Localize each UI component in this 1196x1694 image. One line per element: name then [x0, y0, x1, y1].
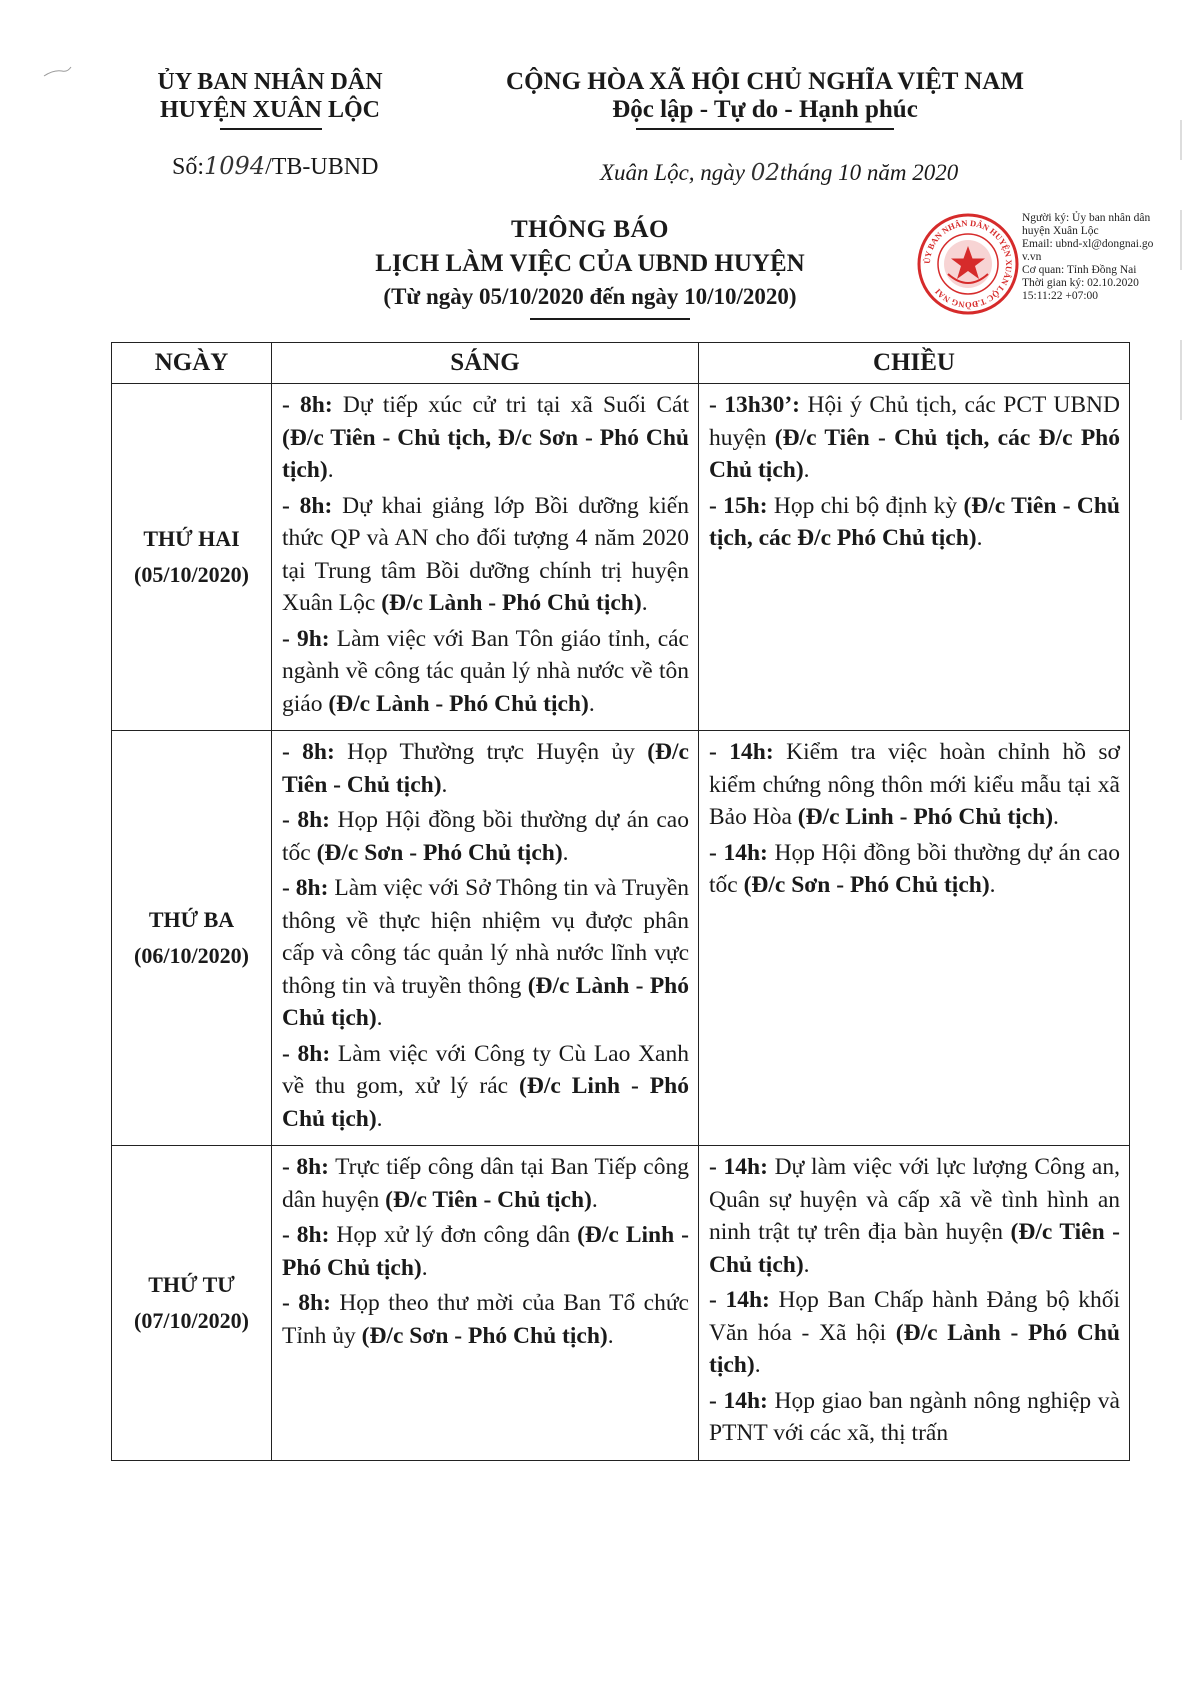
entry-end: .: [976, 525, 983, 551]
signature-time: Thời gian ký: 02.10.2020 15:11:22 +07:00: [1022, 277, 1139, 302]
header-morning: SÁNG: [272, 343, 699, 384]
date-prefix: Xuân Lộc, ngày: [600, 160, 751, 185]
entry-attendees: (Đ/c Linh - Phó Chủ tịch): [282, 1073, 689, 1132]
schedule-entry: [282, 1038, 689, 1136]
afternoon-cell: [699, 1146, 1130, 1461]
entry-time: - 8h:: [282, 875, 329, 901]
entry-text: Dự làm việc với lực lượng Công an, Quân sự huyện và cấp xã về tình hình an ninh trật tự trên địa bàn huyện: [709, 1154, 1120, 1245]
schedule-entry: [282, 1151, 689, 1216]
entry-attendees: (Đ/c Sơn - Phó Chủ tịch): [361, 1322, 608, 1349]
document-number: [172, 152, 378, 181]
motto-underline: [636, 128, 894, 130]
morning-cell: [272, 384, 699, 731]
entry-end: .: [588, 690, 595, 717]
entry-time: - 14h:: [709, 739, 774, 765]
entry-attendees: (Đ/c Tiên - Chủ tịch, Đ/c Sơn - Phó Chủ tịch): [282, 424, 689, 483]
entry-attendees: (Đ/c Linh - Phó Chủ tịch): [282, 1222, 689, 1281]
schedule-entry: [282, 490, 689, 620]
day-cell: [112, 384, 272, 731]
org-name-line1: ỦY BAN NHÂN DÂN: [157, 69, 383, 95]
entry-end: .: [376, 1005, 383, 1031]
day-date: (07/10/2020): [134, 1307, 249, 1333]
schedule-entry: [282, 1287, 689, 1352]
doc-number-handwritten: 1094: [204, 152, 266, 180]
entry-text: Làm việc với Ban Tôn giáo tỉnh, các ngành về công tác quản lý nhà nước về tôn giáo: [282, 625, 689, 717]
date-suffix: tháng 10 năm 2020: [780, 160, 959, 185]
entry-end: .: [441, 771, 448, 798]
nation-name: CỘNG HÒA XÃ HỘI CHỦ NGHĨA VIỆT NAM: [506, 68, 1024, 95]
official-seal-icon: [916, 212, 1020, 316]
day-name: THỨ TƯ: [148, 1271, 235, 1297]
entry-attendees: (Đ/c Sơn - Phó Chủ tịch): [743, 872, 990, 898]
schedule-entry: [709, 1284, 1120, 1382]
day-cell: [112, 731, 272, 1146]
entry-attendees: (Đ/c Tiên - Chủ tịch, các Đ/c Phó Chủ tịch): [709, 492, 1120, 551]
entry-text: Họp Thường trực Huyện ủy: [334, 739, 648, 765]
issue-date-line: [600, 160, 958, 186]
entry-time: - 8h:: [282, 1154, 329, 1180]
notice-date-range: (Từ ngày 05/10/2020 đến ngày 10/10/2020): [383, 284, 797, 309]
schedule-entry: [709, 389, 1120, 487]
pen-scribble-mark: [42, 62, 72, 82]
notice-subtitle: LỊCH LÀM VIỆC CỦA UBND HUYỆN: [375, 250, 805, 277]
entry-end: .: [641, 590, 648, 616]
entry-text: Họp Hội đồng bồi thường dự án cao tốc: [709, 839, 1120, 898]
entry-time: - 8h:: [282, 492, 333, 519]
entry-attendees: (Đ/c Lành - Phó Chủ tịch): [381, 590, 642, 616]
national-motto: Độc lập - Tự do - Hạnh phúc: [612, 96, 918, 123]
entry-text: Họp xử lý đơn công dân: [329, 1222, 578, 1248]
org-name-line2: HUYỆN XUÂN LỘC: [159, 97, 380, 123]
afternoon-cell: [699, 731, 1130, 1146]
morning-cell: [272, 731, 699, 1146]
schedule-entry: [282, 804, 689, 869]
schedule-entry: [282, 389, 689, 487]
entry-time: - 8h:: [282, 392, 333, 418]
entry-text: Dự khai giảng lớp Bồi dưỡng kiến thức QP và AN cho đối tượng 4 năm 2020 tại Trung tâm Bồi dưỡng chính trị huyện Xuân Lộc: [282, 492, 689, 616]
entry-end: .: [803, 457, 810, 483]
entry-text: Họp Hội đồng bồi thường dự án cao tốc: [282, 807, 689, 866]
entry-attendees: (Đ/c Linh - Phó Chủ tịch): [797, 804, 1054, 830]
day-cell: [112, 1146, 272, 1461]
entry-time: - 8h:: [282, 1290, 331, 1316]
entry-attendees: (Đ/c Lành - Phó Chủ tịch): [328, 690, 589, 717]
entry-text: Họp giao ban ngành nông nghiệp và PTNT với các xã, thị trấn: [709, 1387, 1120, 1446]
entry-end: .: [421, 1254, 428, 1281]
signature-email: Email: ubnd-xl@dongnai.gov.vn: [1022, 238, 1154, 263]
entry-attendees: (Đ/c Tiên - Chủ tịch): [709, 1219, 1121, 1278]
entry-text: Làm việc với Công ty Cù Lao Xanh về thu gom, xử lý rác: [282, 1040, 689, 1099]
entry-time: - 8h:: [282, 739, 335, 765]
entry-end: .: [607, 1322, 614, 1349]
entry-attendees: (Đ/c Lành - Phó Chủ tịch): [709, 1319, 1120, 1378]
entry-text: Trực tiếp công dân tại Ban Tiếp công dân huyện: [282, 1154, 689, 1213]
morning-cell: [272, 1146, 699, 1461]
date-day-handwritten: 02: [750, 160, 781, 186]
schedule-entry: [709, 490, 1120, 555]
entry-end: .: [1053, 804, 1059, 830]
entry-time: - 8h:: [282, 1040, 331, 1067]
entry-time: - 15h:: [709, 492, 768, 519]
entry-time: - 14h:: [709, 1387, 768, 1414]
entry-text: Dự tiếp xúc cử tri tại xã Suối Cát: [332, 392, 689, 418]
table-row: [112, 1146, 1130, 1461]
entry-end: .: [591, 1186, 598, 1213]
doc-number-suffix: /TB-UBND: [265, 154, 379, 180]
schedule-entry: [282, 623, 689, 721]
entry-time: - 8h:: [282, 807, 330, 833]
table-header-row: [112, 343, 1130, 384]
entry-end: .: [754, 1352, 761, 1378]
scan-edge-marks: [1178, 120, 1184, 420]
schedule-entry: [282, 1219, 689, 1284]
entry-attendees: (Đ/c Tiên - Chủ tịch, các Đ/c Phó Chủ tịch): [709, 424, 1120, 483]
entry-time: - 13h30’:: [709, 392, 800, 418]
digital-signature-info: [1022, 212, 1154, 303]
notice-title: THÔNG BÁO: [511, 216, 669, 243]
entry-text: Kiểm tra việc hoàn chỉnh hồ sơ kiểm chứng nông thôn mới kiểu mẫu tại xã Bảo Hòa: [709, 739, 1120, 830]
entry-end: .: [989, 872, 996, 898]
schedule-entry: [709, 736, 1120, 834]
org-underline: [220, 128, 322, 130]
title-underline: [530, 318, 690, 320]
entry-time: - 14h:: [709, 839, 768, 866]
signature-agency: Cơ quan: Tỉnh Đồng Nai: [1022, 264, 1137, 276]
entry-end: .: [803, 1251, 810, 1278]
day-name: THỨ BA: [148, 907, 235, 932]
schedule-entry: [709, 837, 1120, 902]
entry-text: Làm việc với Sở Thông tin và Truyền thông về thực hiện nhiệm vụ được phân cấp và công tác quản lý nhà nước lĩnh vực thông tin và truyền thông: [282, 875, 689, 999]
schedule-entry: [282, 736, 689, 801]
header-day: NGÀY: [112, 343, 272, 384]
afternoon-cell: [699, 384, 1130, 731]
entry-time: - 9h:: [282, 625, 330, 652]
schedule-entry: [282, 872, 689, 1035]
entry-time: - 14h:: [709, 1154, 768, 1180]
header-afternoon: CHIỀU: [699, 343, 1130, 384]
entry-attendees: (Đ/c Tiên - Chủ tịch): [282, 739, 689, 798]
day-date: (05/10/2020): [134, 562, 249, 587]
entry-end: .: [562, 839, 569, 866]
entry-text: Họp chi bộ định kỳ: [767, 492, 964, 519]
entry-attendees: (Đ/c Sơn - Phó Chủ tịch): [316, 839, 563, 866]
day-date: (06/10/2020): [134, 943, 249, 968]
entry-attendees: (Đ/c Tiên - Chủ tịch): [385, 1186, 592, 1213]
seal-ring-text: ỦY BAN NHÂN DÂN HUYỆN XUÂN LỘC T.ĐỒNG NAI: [921, 217, 1015, 311]
entry-time: - 8h:: [282, 1222, 330, 1248]
entry-attendees: (Đ/c Lành - Phó Chủ tịch): [282, 972, 689, 1031]
entry-text: Họp theo thư mời của Ban Tổ chức Tỉnh ủy: [282, 1290, 689, 1349]
table-row: [112, 731, 1130, 1146]
signature-signer: Người ký: Ủy ban nhân dân huyện Xuân Lộc: [1022, 212, 1151, 237]
entry-end: .: [376, 1105, 383, 1132]
entry-text: Hội ý Chủ tịch, các PCT UBND huyện: [709, 392, 1120, 451]
schedule-entry: [709, 1151, 1120, 1281]
schedule-table: [111, 342, 1130, 1461]
day-name: THỨ HAI: [143, 526, 240, 551]
entry-end: .: [327, 457, 334, 483]
doc-number-prefix: Số:: [172, 154, 205, 180]
entry-text: Họp Ban Chấp hành Đảng bộ khối Văn hóa - Xã hội: [709, 1287, 1120, 1346]
entry-time: - 14h:: [709, 1287, 770, 1313]
table-row: [112, 384, 1130, 731]
schedule-entry: [709, 1385, 1120, 1450]
